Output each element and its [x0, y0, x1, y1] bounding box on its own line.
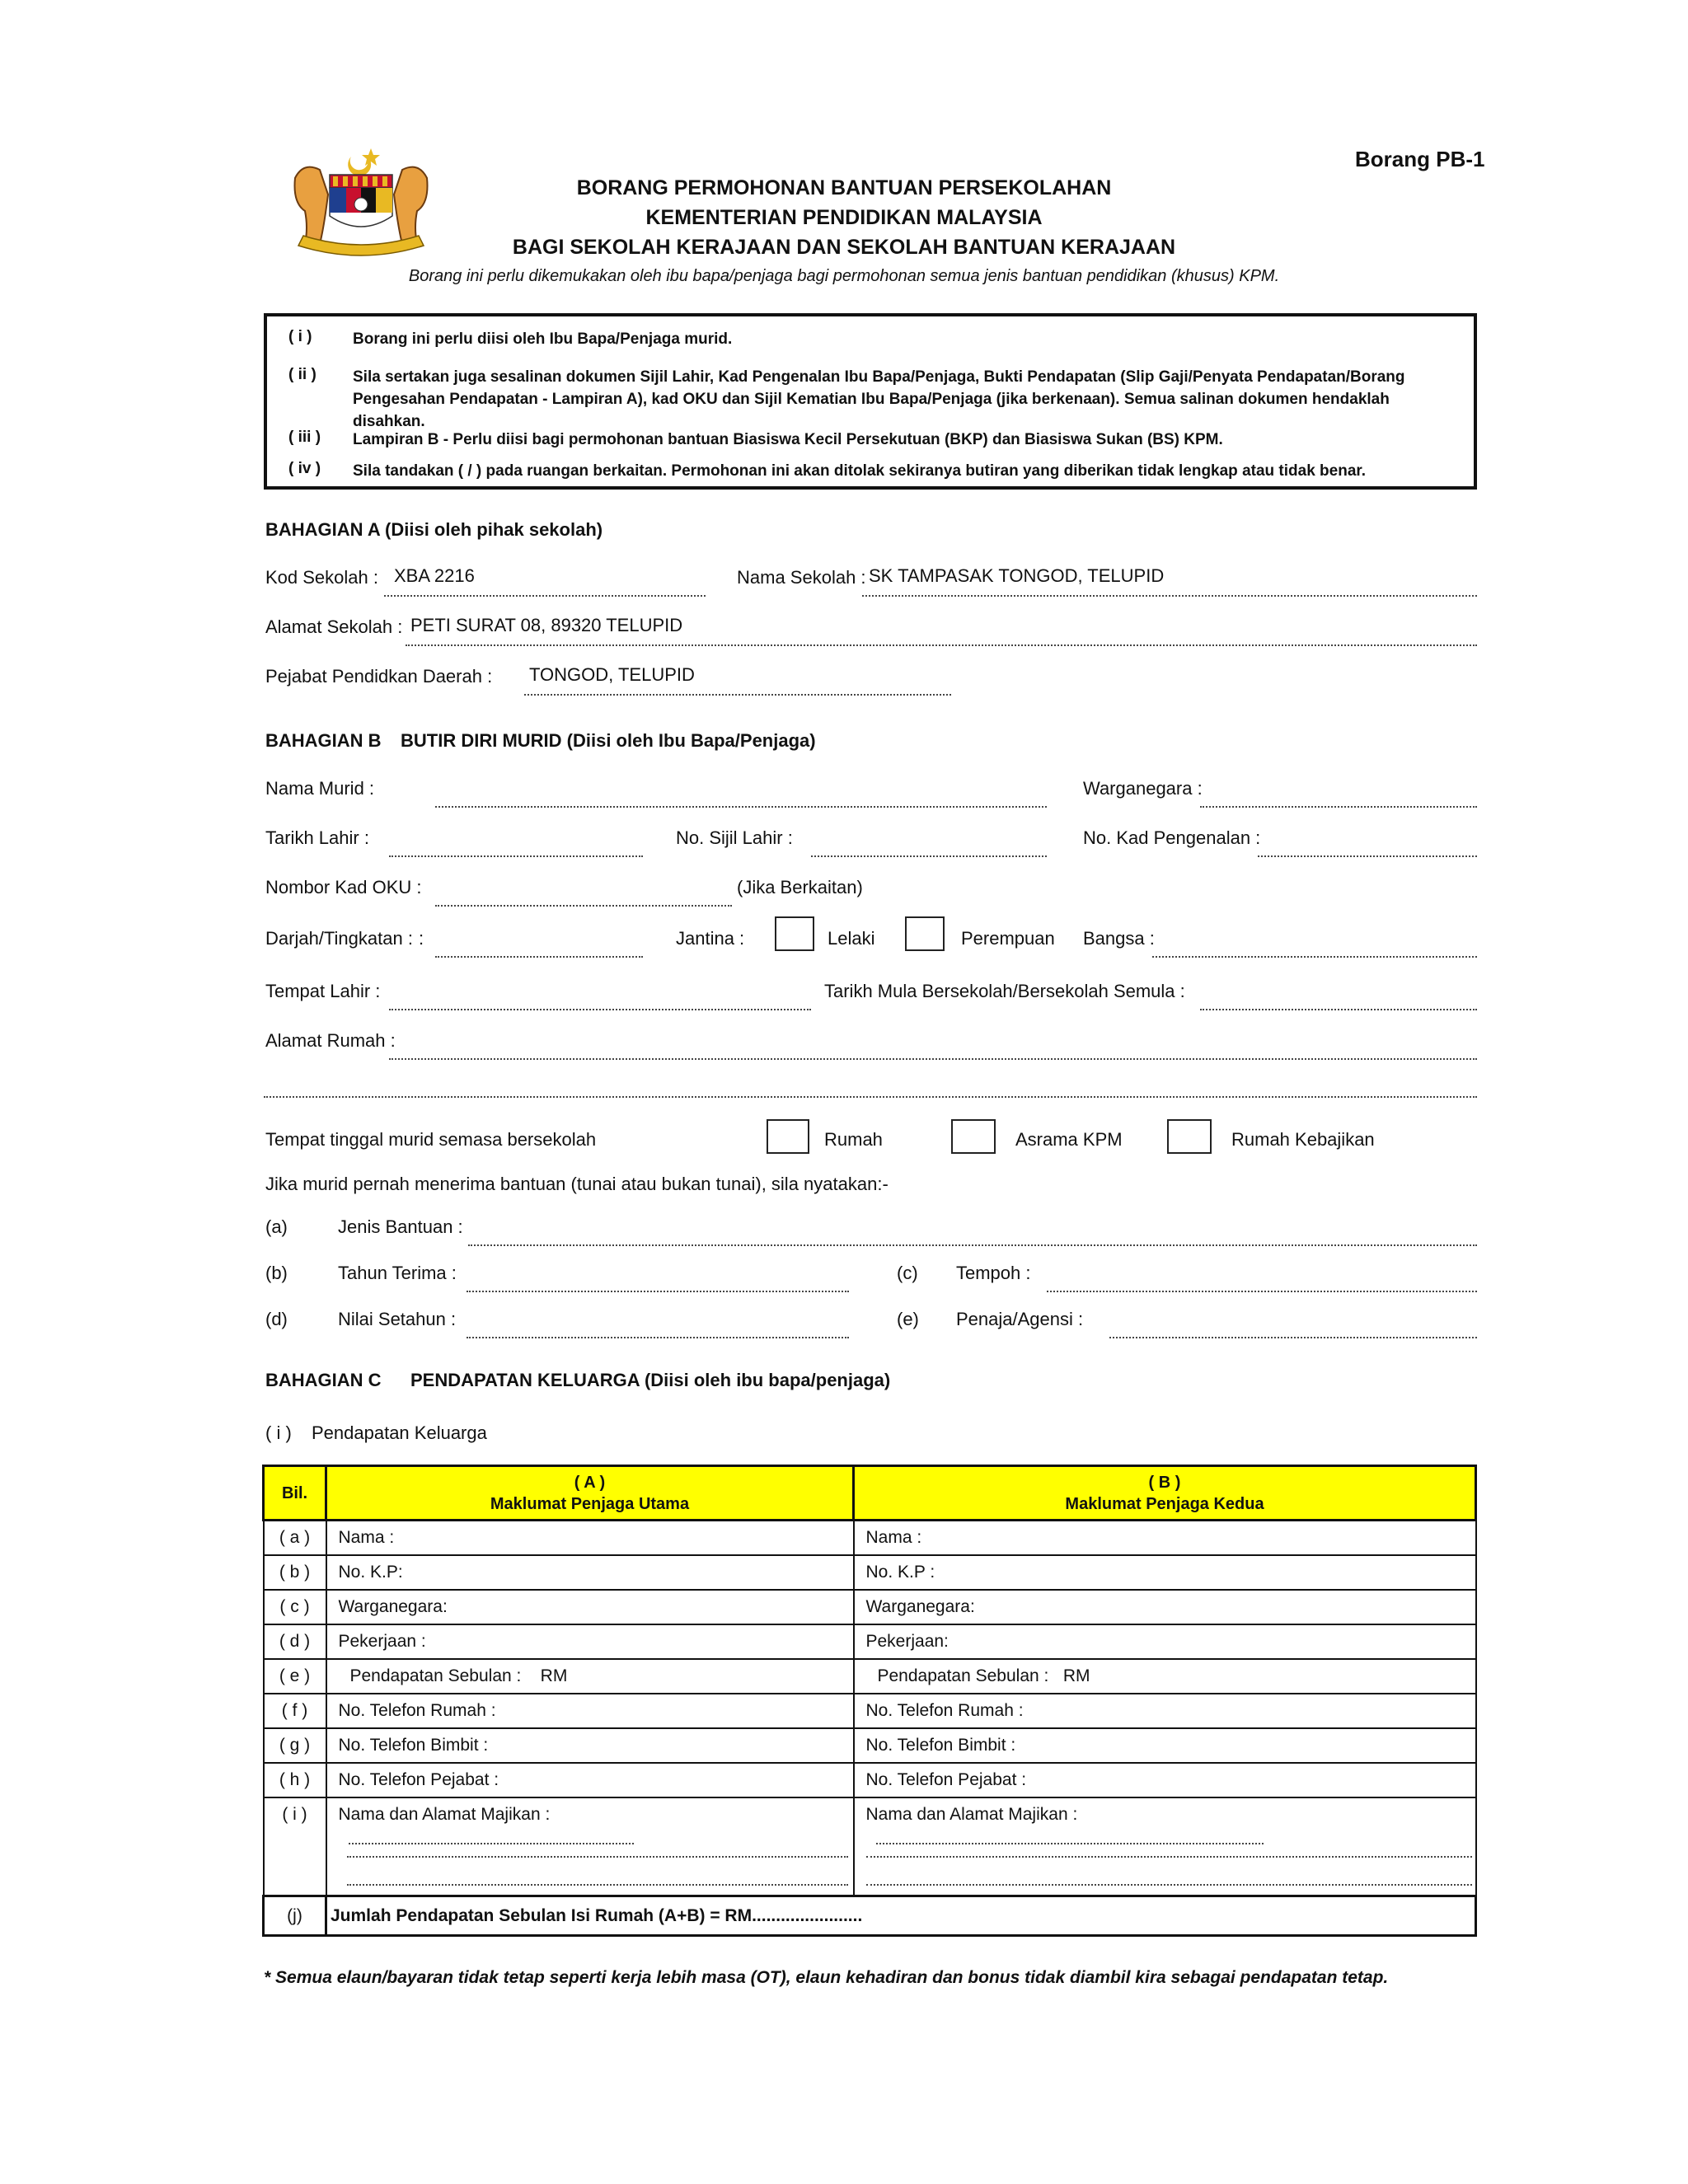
school-name-line	[862, 595, 1477, 597]
school-address-label: Alamat Sekolah :	[265, 616, 403, 637]
aid-d-number: (d)	[265, 1309, 288, 1329]
guardian-b-nationality-cell[interactable]: Warganegara:	[854, 1590, 1476, 1624]
section-a-heading: BAHAGIAN A (Diisi oleh pihak sekolah)	[265, 519, 603, 540]
row-number: ( h )	[264, 1763, 326, 1797]
guardian-b-employer-line-3[interactable]	[866, 1884, 1472, 1886]
guardian-a-name-cell[interactable]: Nama :	[326, 1521, 854, 1555]
residence-welfare-label: Rumah Kebajikan	[1231, 1129, 1375, 1150]
district-office-value[interactable]: TONGOD, TELUPID	[529, 664, 695, 685]
nationality-label: Warganegara :	[1083, 778, 1203, 799]
gender-label: Jantina :	[676, 928, 745, 949]
aid-year-label: Tahun Terima :	[338, 1263, 457, 1283]
table-row	[264, 1728, 1476, 1763]
school-code-line	[384, 595, 706, 597]
total-household-income[interactable]: Jumlah Pendapatan Sebulan Isi Rumah (A+B) = RM.......................	[326, 1896, 1476, 1936]
nationality-field[interactable]	[1200, 806, 1477, 808]
table-row	[264, 1694, 1476, 1728]
previous-aid-intro: Jika murid pernah menerima bantuan (tunai atau bukan tunai), sila nyatakan:-	[265, 1174, 889, 1194]
aid-year-field[interactable]	[467, 1291, 849, 1292]
instruction-number: ( ii )	[288, 366, 316, 383]
family-income-number: ( i )	[265, 1422, 292, 1443]
form-title-line-2: KEMENTERIAN PENDIDIKAN MALAYSIA	[645, 206, 1043, 229]
form-title-line-3: BAGI SEKOLAH KERAJAAN DAN SEKOLAH BANTUAN KERAJAAN	[512, 236, 1176, 259]
race-field[interactable]	[1152, 956, 1477, 958]
guardian-a-home-phone-cell[interactable]: No. Telefon Rumah :	[326, 1694, 854, 1728]
guardian-a-employer-cell[interactable]	[326, 1797, 854, 1896]
table-row	[264, 1624, 1476, 1659]
class-label: Darjah/Tingkatan :	[265, 928, 413, 949]
guardian-a-ic-cell[interactable]: No. K.P:	[326, 1555, 854, 1590]
table-row	[264, 1797, 1476, 1896]
class-colon: :	[419, 928, 424, 949]
student-name-label: Nama Murid :	[265, 778, 375, 799]
guardian-b-home-phone-cell[interactable]: No. Telefon Rumah :	[854, 1694, 1476, 1728]
oku-card-field[interactable]	[435, 905, 732, 907]
district-office-line	[524, 694, 951, 696]
school-name-value[interactable]: SK TAMPASAK TONGOD, TELUPID	[869, 565, 1165, 586]
instruction-text: Sila tandakan ( / ) pada ruangan berkaitan. Permohonan ini akan ditolak sekiranya butiran yang diberikan tidak lengkap atau tidak benar.	[353, 462, 1367, 480]
row-number: ( i )	[264, 1797, 326, 1896]
row-number: ( b )	[264, 1555, 326, 1590]
guardian-b-occupation-cell[interactable]: Pekerjaan:	[854, 1624, 1476, 1659]
instruction-text: Lampiran B - Perlu diisi bagi permohonan bantuan Biasiswa Kecil Persekutuan (BKP) dan Biasiswa Sukan (BS) KPM.	[353, 431, 1223, 448]
guardian-a-employer-line-1[interactable]	[349, 1843, 634, 1844]
col-b-header	[854, 1466, 1476, 1521]
guardian-b-employer-line-1[interactable]	[876, 1843, 1264, 1844]
row-number: (j)	[264, 1896, 326, 1936]
school-start-date-label: Tarikh Mula Bersekolah/Bersekolah Semula :	[824, 981, 1185, 1001]
aid-type-field[interactable]	[468, 1244, 1477, 1246]
guardian-b-ic-cell[interactable]: No. K.P :	[854, 1555, 1476, 1590]
male-checkbox[interactable]	[775, 916, 814, 951]
guardian-b-income-cell[interactable]: Pendapatan Sebulan : RM	[854, 1659, 1476, 1694]
instruction-text: Sila sertakan juga sesalinan dokumen Sijil Lahir, Kad Pengenalan Ibu Bapa/Penjaga, Bukti Pendapatan (Slip Gaji/Penyata Pendapatan/Borang Pengesahan Pendapatan - Lampiran A), kad OKU dan Sijil Kematian Ibu Bapa/Penjaga (jika berkenaan). Semua salinan dokumen hendaklah disahkan.	[353, 368, 1405, 430]
race-label: Bangsa :	[1083, 928, 1155, 949]
section-c-code: BAHAGIAN C	[265, 1370, 382, 1390]
col-a-code: ( A )	[574, 1473, 606, 1492]
section-b-code: BAHAGIAN B	[265, 730, 382, 751]
student-name-field[interactable]	[435, 806, 1047, 808]
home-address-field-2[interactable]	[264, 1096, 1477, 1098]
ic-number-label: No. Kad Pengenalan :	[1083, 827, 1261, 848]
col-b-code: ( B )	[1148, 1473, 1181, 1492]
birth-cert-field[interactable]	[811, 855, 1047, 857]
residence-label: Tempat tinggal murid semasa bersekolah	[265, 1129, 597, 1150]
instructions-box	[264, 313, 1477, 490]
table-row	[264, 1659, 1476, 1694]
row-number: ( d )	[264, 1624, 326, 1659]
oku-card-label: Nombor Kad OKU :	[265, 877, 422, 898]
aid-a-number: (a)	[265, 1216, 288, 1237]
guardian-a-nationality-cell[interactable]: Warganegara:	[326, 1590, 854, 1624]
col-bil-header: Bil.	[264, 1466, 326, 1521]
guardian-b-mobile-cell[interactable]: No. Telefon Bimbit :	[854, 1728, 1476, 1763]
instruction-number: ( iv )	[288, 460, 321, 477]
table-row	[264, 1590, 1476, 1624]
section-c-heading: PENDAPATAN KELUARGA (Diisi oleh ibu bapa/penjaga)	[410, 1370, 891, 1390]
birth-date-field[interactable]	[389, 855, 643, 857]
guardian-a-employer-line-3[interactable]	[347, 1884, 848, 1886]
school-name-label: Nama Sekolah :	[737, 567, 866, 588]
section-b-heading: BUTIR DIRI MURID (Diisi oleh Ibu Bapa/Penjaga)	[401, 730, 816, 751]
school-code-label: Kod Sekolah :	[265, 567, 378, 588]
female-checkbox[interactable]	[905, 916, 945, 951]
col-a-title: Maklumat Penjaga Utama	[490, 1494, 690, 1513]
birth-place-field[interactable]	[389, 1009, 811, 1010]
table-row-total	[264, 1896, 1476, 1936]
residence-hostel-checkbox[interactable]	[951, 1119, 996, 1154]
row-number: ( a )	[264, 1521, 326, 1555]
aid-sponsor-label: Penaja/Agensi :	[956, 1309, 1084, 1329]
form-subtitle: Borang ini perlu dikemukakan oleh ibu bapa/penjaga bagi permohonan semua jenis bantuan pendidikan (khusus) KPM.	[408, 267, 1280, 285]
guardian-a-office-phone-cell[interactable]: No. Telefon Pejabat :	[326, 1763, 854, 1797]
birth-date-label: Tarikh Lahir :	[265, 827, 369, 848]
aid-value-field[interactable]	[467, 1337, 849, 1338]
guardian-a-employer-line-2[interactable]	[347, 1856, 848, 1858]
school-address-line	[406, 644, 1477, 646]
male-label: Lelaki	[828, 928, 875, 949]
residence-hostel-label: Asrama KPM	[1015, 1129, 1123, 1150]
family-income-label: Pendapatan Keluarga	[312, 1422, 487, 1443]
table-row	[264, 1555, 1476, 1590]
table-row	[264, 1763, 1476, 1797]
ic-number-field[interactable]	[1258, 855, 1477, 857]
school-code-value[interactable]: XBA 2216	[394, 565, 475, 586]
district-office-label: Pejabat Pendidkan Daerah :	[265, 666, 493, 687]
row-number: ( f )	[264, 1694, 326, 1728]
aid-e-number: (e)	[897, 1309, 919, 1329]
instruction-number: ( iii )	[288, 429, 321, 446]
guardian-a-income-cell[interactable]: Pendapatan Sebulan : RM	[326, 1659, 854, 1694]
guardian-b-employer-cell[interactable]	[854, 1797, 1476, 1896]
aid-period-field[interactable]	[1047, 1291, 1477, 1292]
guardian-b-employer-label: Nama dan Alamat Majikan :	[865, 1804, 1078, 1824]
aid-sponsor-field[interactable]	[1109, 1337, 1477, 1338]
residence-welfare-checkbox[interactable]	[1167, 1119, 1212, 1154]
school-address-value[interactable]: PETI SURAT 08, 89320 TELUPID	[410, 615, 683, 635]
row-number: ( c )	[264, 1590, 326, 1624]
row-number: ( e )	[264, 1659, 326, 1694]
instruction-number: ( i )	[288, 328, 312, 345]
school-start-date-field[interactable]	[1200, 1009, 1477, 1010]
family-income-table	[262, 1465, 1477, 1937]
col-a-header	[326, 1466, 854, 1521]
aid-type-label: Jenis Bantuan :	[338, 1216, 463, 1237]
birth-cert-label: No. Sijil Lahir :	[676, 827, 793, 848]
col-b-title: Maklumat Penjaga Kedua	[1065, 1494, 1264, 1513]
form-title-line-1: BORANG PERMOHONAN BANTUAN PERSEKOLAHAN	[576, 176, 1112, 199]
aid-period-label: Tempoh :	[956, 1263, 1031, 1283]
residence-home-label: Rumah	[824, 1129, 883, 1150]
if-applicable-note: (Jika Berkaitan)	[737, 877, 863, 898]
birth-place-label: Tempat Lahir :	[265, 981, 381, 1001]
guardian-a-employer-label: Nama dan Alamat Majikan :	[338, 1804, 551, 1824]
home-address-field-1[interactable]	[389, 1058, 1477, 1060]
instruction-text: Borang ini perlu diisi oleh Ibu Bapa/Penjaga murid.	[353, 330, 733, 348]
guardian-b-office-phone-cell[interactable]: No. Telefon Pejabat :	[854, 1763, 1476, 1797]
guardian-b-name-cell[interactable]: Nama :	[854, 1521, 1476, 1555]
row-number: ( g )	[264, 1728, 326, 1763]
female-label: Perempuan	[961, 928, 1055, 949]
guardian-b-employer-line-2[interactable]	[866, 1856, 1472, 1858]
form-code: Borang PB-1	[1355, 147, 1485, 171]
aid-c-number: (c)	[897, 1263, 918, 1283]
guardian-a-mobile-cell[interactable]: No. Telefon Bimbit :	[326, 1728, 854, 1763]
residence-home-checkbox[interactable]	[767, 1119, 809, 1154]
income-footnote: * Semua elaun/bayaran tidak tetap seperti kerja lebih masa (OT), elaun kehadiran dan bonus tidak diambil kira sebagai pendapatan tetap.	[264, 1968, 1389, 1987]
home-address-label: Alamat Rumah :	[265, 1030, 396, 1051]
guardian-a-occupation-cell[interactable]: Pekerjaan :	[326, 1624, 854, 1659]
aid-value-label: Nilai Setahun :	[338, 1309, 457, 1329]
class-field[interactable]	[435, 956, 643, 958]
table-row	[264, 1521, 1476, 1555]
aid-b-number: (b)	[265, 1263, 288, 1283]
